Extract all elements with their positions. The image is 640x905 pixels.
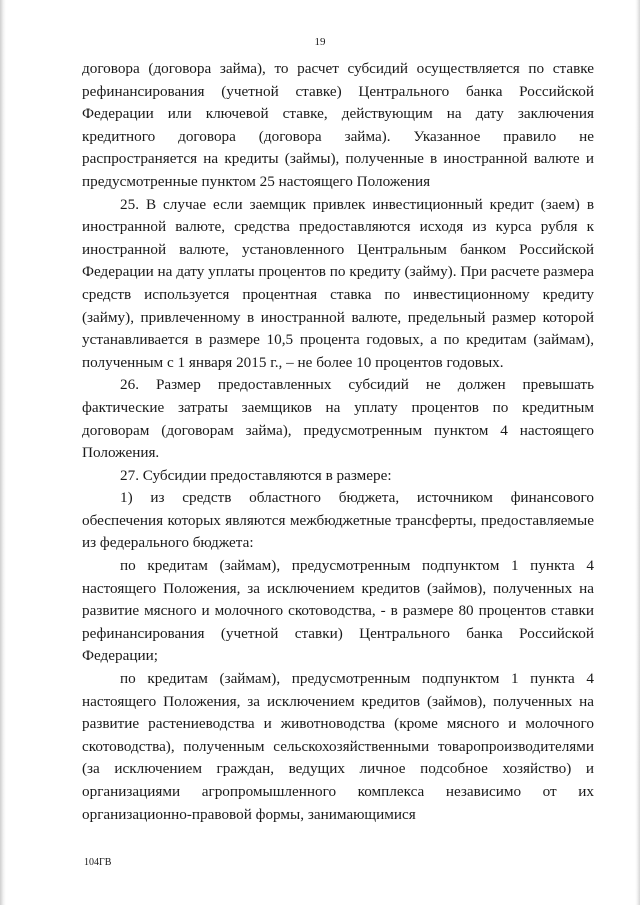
page-number: 19 [314, 36, 326, 48]
paragraph-credits-crop-exclusion: по кредитам (займам), предусмотренным подпунктом 1 пункта 4 настоящего Положения, за исключением кредитов (займов), полученных на развитие растениеводства и животноводства (кроме мясного и молочного скотоводства), полученным сельскохозяйственными товаропроизводителями (за исключением граждан, ведущих личное подсобное хозяйство) и организациями агропромышленного комплекса независимо от их организационно-правовой формы, занимающимися [82, 670, 594, 823]
paragraph-credits-livestock-exclusion: по кредитам (займам), предусмотренным подпунктом 1 пункта 4 настоящего Положения, за исключением кредитов (займов), полученных на развитие мясного и молочного скотоводства, - в размере 80 процентов ставки рефинансирования (учетной ставки) Центрального банка Российской Федерации; [82, 557, 594, 665]
scan-edge-right [635, 0, 640, 905]
document-body [82, 58, 594, 826]
paragraph-item-26: 26. Размер предоставленных субсидий не должен превышать фактические затраты заемщиков на уплату процентов по кредитным договорам (договорам займа), предусмотренным пунктом 4 настоящего Положения. [82, 376, 594, 462]
scan-edge-left [0, 0, 6, 905]
paragraph-continuation: договора (договора займа), то расчет субсидий осуществляется по ставке рефинансирования (учетной ставке) Центрального банка Российской Федерации или ключевой ставке, действующим на дату заключения кредитного договора (договора займа). Указанное правило не распространяется на кредиты (займы), полученные в иностранной валюте и предусмотренные пунктом 25 настоящего Положения [82, 60, 594, 190]
paragraph-item-27: 27. Субсидии предоставляются в размере: [120, 466, 392, 484]
paragraph-subitem-1: 1) из средств областного бюджета, источником финансового обеспечения которых являются межбюджетные трансферты, предоставляемые из федерального бюджета: [82, 489, 594, 552]
paragraph-item-25: 25. В случае если заемщик привлек инвестиционный кредит (заем) в иностранной валюте, средства предоставляются исходя из курса рубля к иностранной валюте, установленного Центральным банком Российской Федерации на дату уплаты процентов по кредиту (займу). При расчете размера средств используется процентная ставка по инвестиционному кредиту (займу), привлеченному в иностранной валюте, предельный размер которой устанавливается в размере 10,5 процента годовых, а по кредитам (займам), полученным с 1 января 2015 г., – не более 10 процентов годовых. [82, 195, 594, 371]
footer-code: 104ГВ [84, 857, 112, 868]
